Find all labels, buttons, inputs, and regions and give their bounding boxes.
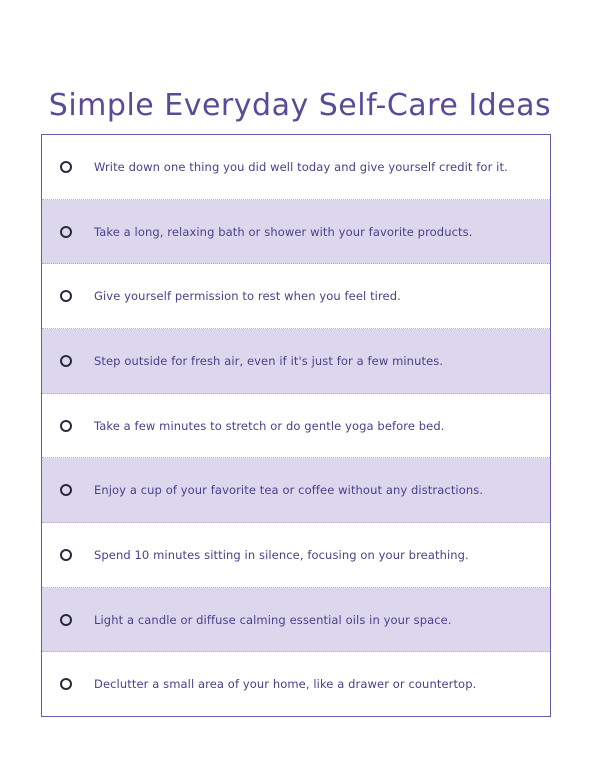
checkbox-circle-icon[interactable] xyxy=(60,420,72,432)
checklist-item xyxy=(42,652,550,716)
checklist-item-text: Give yourself permission to rest when you feel tired. xyxy=(94,289,401,304)
checklist-item-text: Declutter a small area of your home, like a drawer or countertop. xyxy=(94,677,477,692)
checklist-item xyxy=(42,135,550,200)
checkbox-circle-icon[interactable] xyxy=(60,484,72,496)
checklist-item-text: Take a few minutes to stretch or do gentle yoga before bed. xyxy=(94,418,445,433)
checkbox-circle-icon[interactable] xyxy=(60,355,72,367)
checkbox-circle-icon[interactable] xyxy=(60,226,72,238)
checklist-item xyxy=(42,329,550,394)
checkbox-circle-icon[interactable] xyxy=(60,614,72,626)
page-title: Simple Everyday Self-Care Ideas xyxy=(48,88,552,124)
checklist-item xyxy=(42,588,550,653)
checklist-item xyxy=(42,523,550,588)
checkbox-circle-icon[interactable] xyxy=(60,678,72,690)
checkbox-circle-icon[interactable] xyxy=(60,290,72,302)
checklist xyxy=(41,134,551,717)
checkbox-circle-icon[interactable] xyxy=(60,161,72,173)
checklist-item-text: Step outside for fresh air, even if it's just for a few minutes. xyxy=(94,353,444,368)
checklist-item-text: Light a candle or diffuse calming essential oils in your space. xyxy=(94,612,452,627)
checklist-item-text: Enjoy a cup of your favorite tea or coffee without any distractions. xyxy=(94,483,484,498)
checklist-item-text: Take a long, relaxing bath or shower with your favorite products. xyxy=(94,224,473,239)
checklist-item xyxy=(42,458,550,523)
checklist-item xyxy=(42,264,550,329)
checklist-item xyxy=(42,200,550,265)
checklist-item-text: Write down one thing you did well today and give yourself credit for it. xyxy=(94,159,508,174)
checklist-item-text: Spend 10 minutes sitting in silence, focusing on your breathing. xyxy=(94,547,469,562)
checklist-item xyxy=(42,394,550,459)
checkbox-circle-icon[interactable] xyxy=(60,549,72,561)
